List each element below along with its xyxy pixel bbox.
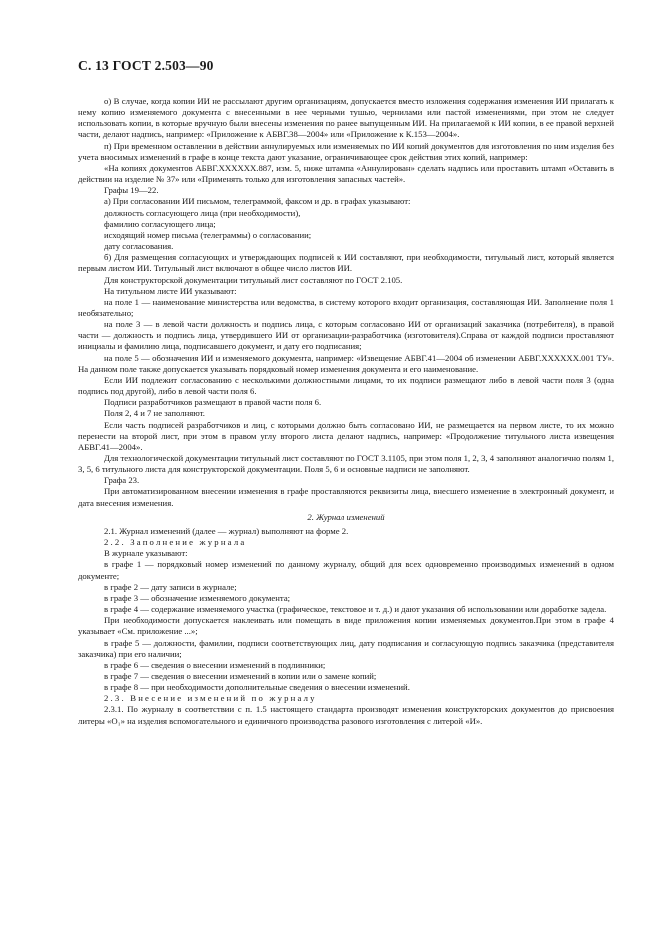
document-body	[78, 96, 614, 727]
paragraph: Для технологической документации титульный лист составляют по ГОСТ 3.1105, при этом поля 1, 2, 3, 4 заполняют аналогично полям 1, 3, 5, 6 титульного листа для конструкторской документации. Поля 5, 6 и основные надписи не заполняют.	[78, 453, 614, 475]
paragraph-p: п) При временном оставлении в действии аннулируемых или изменяемых по ИИ копий документов для изготовления по ним изделия без учета вносимых изменений в графе в конце текста дают указание, ограничивающее срок действия этих копий, например:	[78, 140, 614, 162]
list-item: должность согласующего лица (при необходимости),	[104, 207, 301, 218]
list-item: в графе 6 — сведения о внесении изменений в подлинники;	[104, 659, 326, 670]
list-item: в графе 4 — содержание изменяемого участка (графическое, текстовое и т. д.) и дают указания об использовании или доработке задела.	[104, 604, 607, 615]
paragraph-a: а) При согласовании ИИ письмом, телеграммой, факсом и др. в графах указывают:	[104, 196, 411, 207]
list-item: исходящий номер письма (телеграммы) о согласовании;	[104, 229, 312, 240]
list-item: в графе 5 — должности, фамилии, подписи соответствующих лиц, дату подписания и согласующую подпись заказчика (представителя заказчика) при его наличии;	[78, 637, 614, 659]
paragraph: Подписи разработчиков размещают в правой части поля 6.	[104, 397, 322, 408]
graph-23-heading: Графа 23.	[104, 475, 140, 486]
list-item: в графе 8 — при необходимости дополнительные сведения о внесении изменений.	[104, 682, 410, 693]
paragraph: Поля 2, 4 и 7 не заполняют.	[104, 408, 205, 419]
list-item: в графе 3 — обозначение изменяемого документа;	[104, 592, 291, 603]
list-item: фамилию согласующего лица;	[104, 218, 216, 229]
list-item: дату согласования.	[104, 241, 174, 252]
clause-2-1: 2.1. Журнал изменений (далее — журнал) выполняют на форме 2.	[104, 525, 349, 536]
clause-2-2-heading: 2.2. Заполнение журнала	[104, 537, 247, 548]
paragraph: Если часть подписей разработчиков и лиц, с которыми должно быть согласовано ИИ, не размещается на первом листе, то их можно перенести на второй лист, при этом в правом углу второго листа делают надпись, например: «Продолжение титульного листа извещения АБВГ.41—2004».	[78, 419, 614, 452]
paragraph: В журнале указывают:	[104, 548, 188, 559]
clause-2-3-heading: 2.3. Внесение изменений по журналу	[104, 693, 317, 704]
paragraph: На титульном листе ИИ указывают:	[104, 285, 237, 296]
paragraph-field-3: на поле 3 — в левой части должность и подпись лица, с которым согласовано ИИ от организаций заказчика (потребителя), в правой части — должность и подпись лица, утвердившего ИИ от организации-разработчика (изготовителя).Справа от каждой подписи проставляют инициалы и фамилию лица, подписавшего документ, и дату его подписания;	[78, 319, 614, 352]
list-item: в графе 7 — сведения о внесении изменений в копии или о замене копий;	[104, 670, 377, 681]
paragraph-field-1: на поле 1 — наименование министерства или ведомства, в систему которого входит организация, составляющая ИИ. Заполнение поля 1 необязательно;	[78, 296, 614, 318]
section-title: 2. Журнал изменений	[307, 511, 385, 522]
list-item: в графе 2 — дату записи в журнале;	[104, 581, 237, 592]
paragraph: При необходимости допускается наклеивать или помещать в виде приложения копии изменяемых документов.При этом в графе 4 указывает «См. приложение ...»;	[78, 615, 614, 637]
page-header: С. 13 ГОСТ 2.503—90	[78, 58, 214, 73]
paragraph-quote: «На копиях документов АБВГ.XXXXXX.887, изм. 5, ниже штампа «Аннулирован» сделать надпись или проставить штамп «Оставить в действии на изделие № 37» или «Применять только для изготовления запасных частей».	[78, 162, 614, 185]
paragraph: Если ИИ подлежит согласованию с несколькими должностными лицами, то их подписи размещают либо в левой части поля 3 (одна подпись под другой), либо в левой части поля 6.	[78, 374, 614, 397]
paragraph: Для конструкторской документации титульный лист составляют по ГОСТ 2.105.	[104, 274, 403, 285]
list-item: в графе 1 — порядковый номер изменений по данному журналу, общий для всех одновременно производимых изменений в одном документе;	[78, 559, 614, 581]
paragraph-b: б) Для размещения согласующих и утверждающих подписей к ИИ составляют, при необходимости, титульный лист, который является первым листом ИИ. Титульный лист включают в общее число листов ИИ.	[78, 252, 614, 274]
paragraph-o: о) В случае, когда копии ИИ не рассылают другим организациям, допускается вместо изложения содержания изменения ИИ прилагать к нему копию изменяемого документа с внесенными в нее черными тушью, чернилами или пастой изменениями, при этом не следует использовать копии, в которые вручную были внесены изменения по ранее выпущенным ИИ. На прилагаемой к ИИ копии, в ее правой верхней части, делают надпись, например: «Приложение к АБВГ.38—2004» или «Приложение к К.153—2004».	[78, 96, 614, 140]
paragraph: При автоматизированном внесении изменения в графе проставляются реквизиты лица, внесшего изменение в электронный документ, и дата внесения изменения.	[78, 486, 614, 508]
graphs-19-22-heading: Графы 19—22.	[104, 185, 159, 196]
paragraph-field-5: на поле 5 — обозначения ИИ и изменяемого документа, например: «Извещение АБВГ.41—2004 об изменении АБВГ.XXXXXX.001 ТУ». На данном поле также допускается указывать порядковый номер изменения документа и его наименование.	[78, 352, 614, 374]
clause-2-3-1: 2.3.1. По журналу в соответствии с п. 1.5 настоящего стандарта производят изменения конструкторских документов до присвоения литеры «О₁» на изделия вспомогательного и единичного производства разового изготовления с литерой «И».	[78, 704, 614, 726]
